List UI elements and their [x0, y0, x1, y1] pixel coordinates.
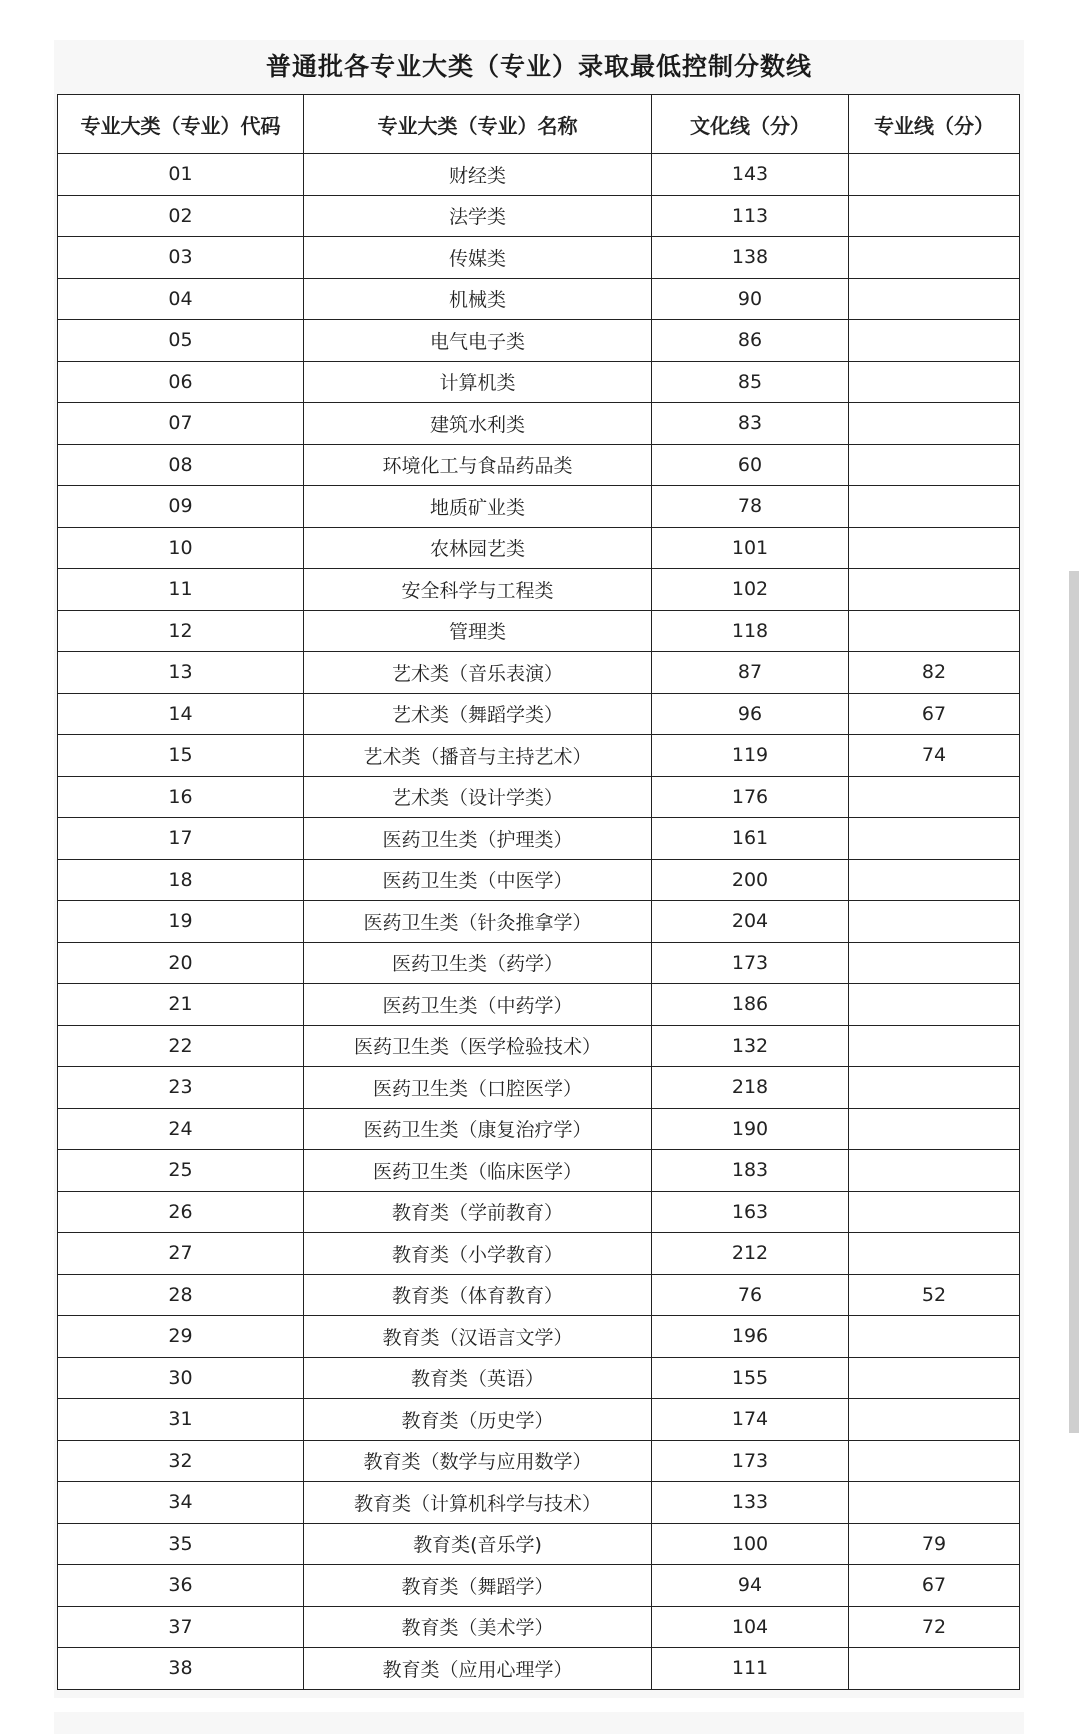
table-row	[58, 859, 1020, 901]
cell-culture-score: 183	[652, 1150, 849, 1192]
cell-major-score: 67	[849, 693, 1020, 735]
cell-major-score	[849, 1357, 1020, 1399]
cell-culture-score: 173	[652, 942, 849, 984]
table-row	[58, 1523, 1020, 1565]
cell-name: 医药卫生类（针灸推拿学）	[304, 901, 652, 943]
cell-name: 教育类（英语）	[304, 1357, 652, 1399]
header-code: 专业大类（专业）代码	[58, 95, 304, 154]
cell-code: 02	[58, 195, 304, 237]
table-row	[58, 984, 1020, 1026]
header-major-score: 专业线（分）	[849, 95, 1020, 154]
cell-culture-score: 176	[652, 776, 849, 818]
cell-culture-score: 83	[652, 403, 849, 445]
cell-major-score: 52	[849, 1274, 1020, 1316]
cell-code: 30	[58, 1357, 304, 1399]
cell-code: 34	[58, 1482, 304, 1524]
table-row	[58, 818, 1020, 860]
cell-major-score	[849, 1025, 1020, 1067]
table-row	[58, 237, 1020, 279]
cell-name: 传媒类	[304, 237, 652, 279]
cell-code: 37	[58, 1606, 304, 1648]
cell-code: 08	[58, 444, 304, 486]
cell-name: 医药卫生类（中药学）	[304, 984, 652, 1026]
cell-major-score	[849, 486, 1020, 528]
cell-major-score	[849, 237, 1020, 279]
cell-name: 建筑水利类	[304, 403, 652, 445]
cell-code: 09	[58, 486, 304, 528]
cell-culture-score: 90	[652, 278, 849, 320]
header-name: 专业大类（专业）名称	[304, 95, 652, 154]
table-row	[58, 652, 1020, 694]
cell-culture-score: 174	[652, 1399, 849, 1441]
cell-major-score	[849, 818, 1020, 860]
score-table	[57, 94, 1020, 1690]
cell-code: 27	[58, 1233, 304, 1275]
cell-major-score	[849, 942, 1020, 984]
cell-name: 教育类(音乐学)	[304, 1523, 652, 1565]
table-row	[58, 610, 1020, 652]
cell-name: 医药卫生类（药学）	[304, 942, 652, 984]
cell-code: 29	[58, 1316, 304, 1358]
cell-name: 管理类	[304, 610, 652, 652]
cell-code: 19	[58, 901, 304, 943]
cell-name: 计算机类	[304, 361, 652, 403]
cell-culture-score: 204	[652, 901, 849, 943]
table-row	[58, 527, 1020, 569]
table-row	[58, 444, 1020, 486]
cell-culture-score: 85	[652, 361, 849, 403]
cell-major-score	[849, 195, 1020, 237]
cell-major-score	[849, 403, 1020, 445]
cell-culture-score: 86	[652, 320, 849, 362]
cell-name: 财经类	[304, 154, 652, 196]
cell-culture-score: 212	[652, 1233, 849, 1275]
cell-major-score	[849, 1150, 1020, 1192]
cell-major-score	[849, 361, 1020, 403]
table-row	[58, 403, 1020, 445]
cell-name: 环境化工与食品药品类	[304, 444, 652, 486]
table-row	[58, 1357, 1020, 1399]
table-row	[58, 1482, 1020, 1524]
table-row	[58, 486, 1020, 528]
cell-major-score	[849, 610, 1020, 652]
cell-name: 艺术类（设计学类）	[304, 776, 652, 818]
table-row	[58, 361, 1020, 403]
table-row	[58, 1067, 1020, 1109]
cell-culture-score: 104	[652, 1606, 849, 1648]
cell-name: 教育类（计算机科学与技术）	[304, 1482, 652, 1524]
cell-name: 教育类（应用心理学）	[304, 1648, 652, 1690]
cell-name: 医药卫生类（护理类）	[304, 818, 652, 860]
cell-name: 法学类	[304, 195, 652, 237]
cell-code: 11	[58, 569, 304, 611]
cell-major-score: 72	[849, 1606, 1020, 1648]
table-row	[58, 1233, 1020, 1275]
cell-culture-score: 78	[652, 486, 849, 528]
cell-code: 04	[58, 278, 304, 320]
cell-culture-score: 218	[652, 1067, 849, 1109]
table-row	[58, 320, 1020, 362]
cell-major-score	[849, 1108, 1020, 1150]
table-row	[58, 1025, 1020, 1067]
cell-code: 35	[58, 1523, 304, 1565]
table-header-row	[58, 95, 1020, 154]
cell-name: 教育类（汉语言文学）	[304, 1316, 652, 1358]
cell-name: 教育类（数学与应用数学）	[304, 1440, 652, 1482]
cell-code: 18	[58, 859, 304, 901]
cell-code: 06	[58, 361, 304, 403]
cell-code: 05	[58, 320, 304, 362]
cell-code: 20	[58, 942, 304, 984]
cell-major-score: 82	[849, 652, 1020, 694]
table-row	[58, 693, 1020, 735]
cell-major-score	[849, 984, 1020, 1026]
cell-code: 13	[58, 652, 304, 694]
cell-culture-score: 96	[652, 693, 849, 735]
cell-major-score	[849, 1482, 1020, 1524]
cell-major-score	[849, 1191, 1020, 1233]
table-row	[58, 1440, 1020, 1482]
cell-name: 机械类	[304, 278, 652, 320]
header-culture-score: 文化线（分）	[652, 95, 849, 154]
cell-culture-score: 173	[652, 1440, 849, 1482]
cell-name: 教育类（小学教育）	[304, 1233, 652, 1275]
cell-major-score	[849, 901, 1020, 943]
cell-major-score	[849, 154, 1020, 196]
table-row	[58, 1399, 1020, 1441]
table-row	[58, 1648, 1020, 1690]
cell-culture-score: 161	[652, 818, 849, 860]
cell-code: 22	[58, 1025, 304, 1067]
cell-culture-score: 113	[652, 195, 849, 237]
cell-code: 32	[58, 1440, 304, 1482]
cell-culture-score: 163	[652, 1191, 849, 1233]
cell-code: 10	[58, 527, 304, 569]
cell-name: 艺术类（舞蹈学类）	[304, 693, 652, 735]
cell-major-score	[849, 1440, 1020, 1482]
table-row	[58, 1191, 1020, 1233]
table-row	[58, 1606, 1020, 1648]
cell-major-score	[849, 527, 1020, 569]
cell-culture-score: 94	[652, 1565, 849, 1607]
cell-culture-score: 190	[652, 1108, 849, 1150]
cell-code: 15	[58, 735, 304, 777]
cell-major-score	[849, 1316, 1020, 1358]
cell-name: 教育类（美术学）	[304, 1606, 652, 1648]
cell-code: 36	[58, 1565, 304, 1607]
table-row	[58, 1316, 1020, 1358]
cell-name: 教育类（学前教育）	[304, 1191, 652, 1233]
page-title: 普通批各专业大类（专业）录取最低控制分数线	[265, 52, 812, 81]
cell-culture-score: 111	[652, 1648, 849, 1690]
cell-code: 24	[58, 1108, 304, 1150]
table-row	[58, 942, 1020, 984]
cell-code: 21	[58, 984, 304, 1026]
cell-name: 医药卫生类（临床医学）	[304, 1150, 652, 1192]
cell-major-score	[849, 1067, 1020, 1109]
cell-culture-score: 138	[652, 237, 849, 279]
table-row	[58, 776, 1020, 818]
cell-culture-score: 118	[652, 610, 849, 652]
cell-culture-score: 155	[652, 1357, 849, 1399]
cell-major-score: 79	[849, 1523, 1020, 1565]
cell-major-score	[849, 1399, 1020, 1441]
cell-name: 医药卫生类（中医学）	[304, 859, 652, 901]
cell-major-score	[849, 444, 1020, 486]
table-row	[58, 1565, 1020, 1607]
cell-code: 12	[58, 610, 304, 652]
cell-name: 农林园艺类	[304, 527, 652, 569]
cell-major-score	[849, 1648, 1020, 1690]
cell-code: 26	[58, 1191, 304, 1233]
cell-code: 38	[58, 1648, 304, 1690]
cell-code: 31	[58, 1399, 304, 1441]
table-row	[58, 154, 1020, 196]
table-row	[58, 569, 1020, 611]
cell-major-score	[849, 859, 1020, 901]
cell-name: 安全科学与工程类	[304, 569, 652, 611]
cell-name: 电气电子类	[304, 320, 652, 362]
cell-major-score	[849, 569, 1020, 611]
table-row	[58, 901, 1020, 943]
cell-culture-score: 186	[652, 984, 849, 1026]
cell-code: 23	[58, 1067, 304, 1109]
scrollbar[interactable]	[1069, 571, 1079, 1433]
cell-code: 03	[58, 237, 304, 279]
cell-culture-score: 101	[652, 527, 849, 569]
cell-name: 教育类（舞蹈学）	[304, 1565, 652, 1607]
cell-major-score: 74	[849, 735, 1020, 777]
cell-major-score	[849, 278, 1020, 320]
cell-major-score	[849, 320, 1020, 362]
page-footer	[54, 1712, 1024, 1734]
cell-major-score	[849, 1233, 1020, 1275]
document-page	[54, 40, 1024, 1698]
cell-major-score: 67	[849, 1565, 1020, 1607]
cell-culture-score: 100	[652, 1523, 849, 1565]
cell-culture-score: 143	[652, 154, 849, 196]
cell-name: 地质矿业类	[304, 486, 652, 528]
cell-major-score	[849, 776, 1020, 818]
cell-code: 01	[58, 154, 304, 196]
cell-culture-score: 102	[652, 569, 849, 611]
cell-code: 25	[58, 1150, 304, 1192]
cell-name: 医药卫生类（医学检验技术）	[304, 1025, 652, 1067]
cell-name: 教育类（历史学）	[304, 1399, 652, 1441]
cell-culture-score: 60	[652, 444, 849, 486]
cell-code: 14	[58, 693, 304, 735]
table-row	[58, 1150, 1020, 1192]
table-body	[58, 154, 1020, 1690]
cell-culture-score: 119	[652, 735, 849, 777]
cell-name: 艺术类（音乐表演）	[304, 652, 652, 694]
table-row	[58, 1108, 1020, 1150]
cell-name: 医药卫生类（康复治疗学）	[304, 1108, 652, 1150]
cell-code: 16	[58, 776, 304, 818]
cell-code: 17	[58, 818, 304, 860]
cell-name: 艺术类（播音与主持艺术）	[304, 735, 652, 777]
cell-culture-score: 76	[652, 1274, 849, 1316]
table-row	[58, 735, 1020, 777]
cell-code: 28	[58, 1274, 304, 1316]
cell-culture-score: 200	[652, 859, 849, 901]
table-row	[58, 278, 1020, 320]
cell-culture-score: 132	[652, 1025, 849, 1067]
cell-culture-score: 87	[652, 652, 849, 694]
cell-name: 医药卫生类（口腔医学）	[304, 1067, 652, 1109]
cell-culture-score: 133	[652, 1482, 849, 1524]
table-row	[58, 195, 1020, 237]
cell-culture-score: 196	[652, 1316, 849, 1358]
table-row	[58, 1274, 1020, 1316]
cell-code: 07	[58, 403, 304, 445]
cell-name: 教育类（体育教育）	[304, 1274, 652, 1316]
